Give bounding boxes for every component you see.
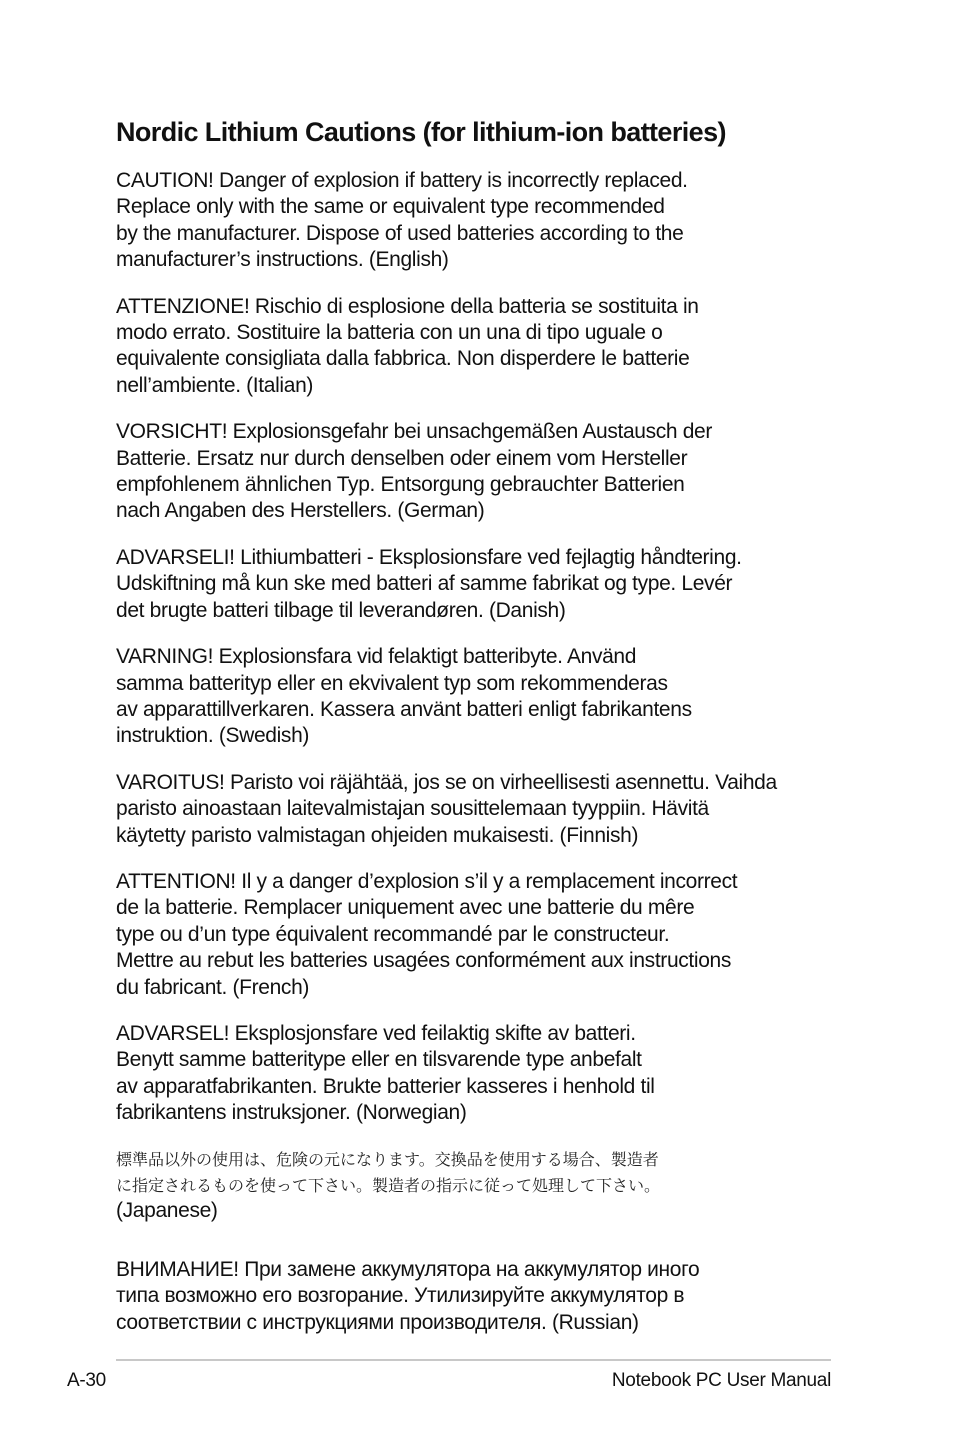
caution-russian-line: соответствии с инструкциями производителя. (Russian)	[116, 1310, 639, 1334]
footer-divider	[116, 1359, 831, 1361]
caution-french	[116, 869, 840, 1001]
caution-english-line: CAUTION! Danger of explosion if battery is incorrectly replaced.	[116, 169, 688, 192]
caution-finnish-line: käytetty paristo valmistagan ohjeiden mukaisesti. (Finnish)	[116, 823, 639, 847]
caution-german-line: nach Angaben des Herstellers. (German)	[116, 499, 485, 523]
caution-swedish-line: av apparattillverkaren. Kassera använt batteri enligt fabrikantens	[116, 697, 692, 721]
caution-norwegian	[116, 1021, 840, 1127]
caution-english	[116, 168, 840, 274]
caution-german-line: empfohlenem ähnlichen Typ. Entsorgung gebrauchter Batterien	[116, 473, 685, 497]
caution-norwegian-line: Benytt samme batteritype eller en tilsvarende type anbefalt	[116, 1048, 642, 1072]
caution-italian-line: equivalente consigliata dalla fabbrica. Non disperdere le batterie	[116, 347, 690, 371]
caution-danish-line: ADVARSELI! Lithiumbatteri - Eksplosionsfare ved fejlagtig håndtering.	[116, 545, 742, 569]
caution-norwegian-line: fabrikantens instruksjoner. (Norwegian)	[116, 1101, 467, 1125]
caution-french-line: de la batterie. Remplacer uniquement avec une batterie du mêre	[116, 896, 695, 920]
caution-french-line: du fabricant. (French)	[116, 975, 310, 999]
caution-russian-line: ВНИМАНИЕ! При замене аккумулятора на аккумулятор иного	[116, 1258, 700, 1281]
caution-japanese-line: に指定されるものを使って下さい。製造者の指示に従って処理して下さい。	[116, 1175, 661, 1195]
page-content	[116, 114, 840, 1356]
caution-english-line: Replace only with the same or equivalent type recommended	[116, 195, 665, 219]
caution-italian	[116, 294, 840, 400]
caution-german-line: Batterie. Ersatz nur durch denselben oder einem vom Hersteller	[116, 446, 688, 470]
caution-norwegian-line: av apparatfabrikanten. Brukte batterier kasseres i henhold til	[116, 1074, 655, 1098]
caution-swedish-line: VARNING! Explosionsfara vid felaktigt batteribyte. Använd	[116, 645, 637, 669]
caution-russian-line: типа возможно его возгорание. Утилизируйте аккумулятор в	[116, 1284, 685, 1308]
caution-french-line: Mettre au rebut les batteries usagées conformément aux instructions	[116, 949, 732, 973]
caution-italian-line: nell’ambiente. (Italian)	[116, 373, 314, 397]
caution-italian-line: ATTENZIONE! Rischio di esplosione della batteria se sostituita in	[116, 294, 699, 318]
caution-danish-line: Udskiftning må kun ske med batteri af samme fabrikat og type. Levér	[116, 572, 733, 596]
caution-norwegian-line: ADVARSEL! Eksplosjonsfare ved feilaktig skifte av batteri.	[116, 1021, 636, 1045]
caution-finnish-line: VAROITUS! Paristo voi räjähtää, jos se on virheellisesti asennettu. Vaihda	[116, 770, 777, 794]
caution-finnish-line: paristo ainoastaan laitevalmistajan sousittelemaan tyyppiin. Hävitä	[116, 797, 709, 821]
manual-title: Notebook PC User Manual	[611, 1370, 831, 1391]
caution-danish-line: det brugte batteri tilbage til leverandøren. (Danish)	[116, 598, 566, 622]
caution-japanese	[116, 1147, 840, 1224]
caution-swedish-line: samma batterityp eller en ekvivalent typ som rekommenderas	[116, 671, 668, 695]
caution-swedish	[116, 644, 840, 750]
caution-german	[116, 419, 840, 525]
caution-english-line: manufacturer’s instructions. (English)	[116, 248, 449, 272]
caution-french-line: ATTENTION! Il y a danger d’explosion s’il y a remplacement incorrect	[116, 869, 738, 893]
caution-french-line: type ou d’un type équivalent recommandé par le constructeur.	[116, 922, 670, 946]
caution-finnish	[116, 770, 840, 849]
page-title: Nordic Lithium Cautions (for lithium-ion batteries)	[116, 117, 726, 147]
page-number: A-30	[67, 1370, 106, 1391]
caution-japanese-line: 標準品以外の使用は、危険の元になります。交換品を使用する場合、製造者	[116, 1149, 659, 1169]
caution-danish	[116, 545, 840, 624]
caution-german-line: VORSICHT! Explosionsgefahr bei unsachgemäßen Austausch der	[116, 420, 713, 444]
caution-japanese-language: (Japanese)	[116, 1198, 218, 1222]
caution-swedish-line: instruktion. (Swedish)	[116, 724, 310, 748]
caution-english-line: by the manufacturer. Dispose of used batteries according to the	[116, 221, 684, 245]
caution-russian	[116, 1257, 840, 1336]
caution-italian-line: modo errato. Sostituire la batteria con un una di tipo uguale o	[116, 321, 663, 345]
